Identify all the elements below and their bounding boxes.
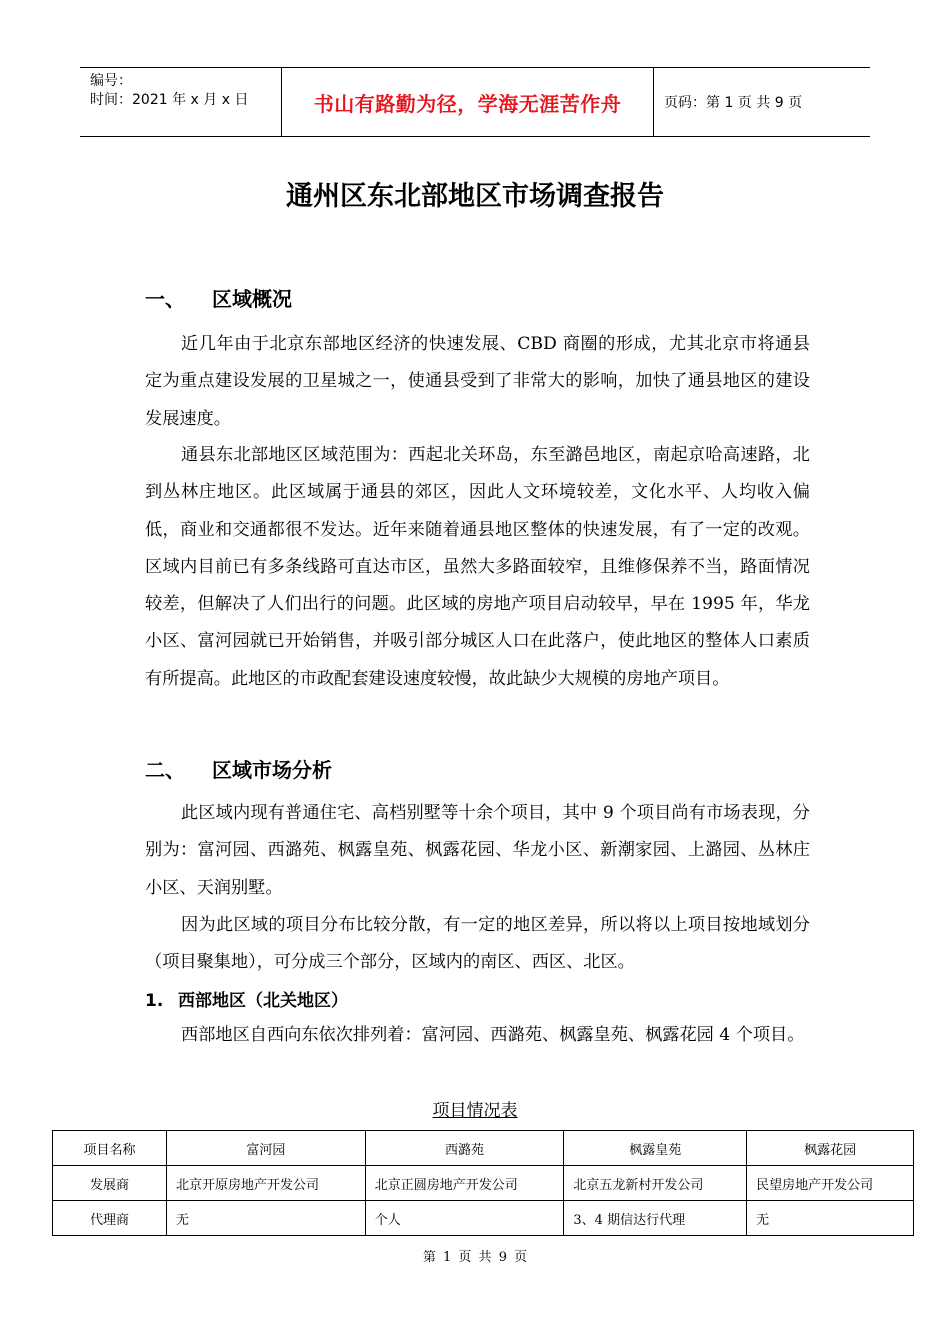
table-cell: 发展商: [53, 1166, 167, 1201]
document-number-label: 编号：: [90, 73, 132, 89]
header-page-number: 页码：第 1 页 共 9 页: [664, 95, 803, 111]
document-time-label: 时间：2021 年 x 月 x 日: [90, 92, 249, 108]
table-cell: 项目名称: [53, 1131, 167, 1166]
table-cell: 北京开原房地产开发公司: [167, 1166, 366, 1201]
project-table: [52, 1130, 914, 1236]
table-row: [53, 1166, 914, 1201]
header-motto: 书山有路勤为径，学海无涯苦作舟: [313, 91, 622, 116]
table-cell: 无: [167, 1201, 366, 1236]
paragraph: 因为此区域的项目分布比较分散，有一定的地区差异，所以将以上项目按地域划分（项目聚集地），可分成三个部分，区域内的南区、西区、北区。: [145, 915, 810, 973]
section-title: 区域概况: [212, 287, 292, 311]
table-cell: 北京正圆房地产开发公司: [365, 1166, 564, 1201]
section-number: 一、: [145, 287, 185, 311]
table-caption: 项目情况表: [432, 1101, 518, 1121]
header-motto-cell: [281, 68, 654, 136]
paragraph: 通县东北部地区区域范围为：西起北关环岛，东至潞邑地区，南起京哈高速路，北到丛林庄地区。此区域属于通县的郊区，因此人文环境较差，文化水平、人均收入偏低，商业和交通都很不发达。近年来随着通县地区整体的快速发展，有了一定的改观。区域内目前已有多条线路可直达市区，虽然大多路面较窄，且维修保养不当，路面情况较差，但解决了人们出行的问题。此区域的房地产项目启动较早，早在 1995 年，华龙小区、富河园就已开始销售，并吸引部分城区人口在此落户，使此地区的整体人口素质有所提高。此地区的市政配套建设速度较慢，故此缺少大规模的房地产项目。: [145, 445, 810, 689]
section-title: 区域市场分析: [212, 758, 332, 782]
table-cell: 代理商: [53, 1201, 167, 1236]
paragraph: 西部地区自西向东依次排列着：富河园、西潞苑、枫露皇苑、枫露花园 4 个项目。: [181, 1025, 805, 1045]
subsection-number: 1.: [145, 991, 164, 1011]
table-cell: 西潞苑: [365, 1131, 564, 1166]
section-heading-2: [145, 754, 332, 783]
section-number: 二、: [145, 758, 185, 782]
page-footer: 第 1 页 共 9 页: [422, 1250, 528, 1265]
table-cell: 富河园: [167, 1131, 366, 1166]
document-title: 通州区东北部地区市场调查报告: [286, 181, 664, 212]
table-cell: 民望房地产开发公司: [747, 1166, 914, 1201]
section-heading-1: [145, 283, 292, 312]
table-cell: 北京五龙新村开发公司: [564, 1166, 747, 1201]
table-header-row: [53, 1131, 914, 1166]
table-cell: 枫露花园: [747, 1131, 914, 1166]
header-meta: [90, 72, 248, 110]
paragraph: 此区域内现有普通住宅、高档别墅等十余个项目，其中 9 个项目尚有市场表现，分别为：富河园、西潞苑、枫露皇苑、枫露花园、华龙小区、新潮家园、上潞园、丛林庄小区、天润别墅。: [145, 803, 810, 898]
table-cell: 3、4 期信达行代理: [564, 1201, 747, 1236]
table-cell: 个人: [365, 1201, 564, 1236]
subsection-title: 西部地区（北关地区）: [178, 991, 348, 1011]
paragraph: 近几年由于北京东部地区经济的快速发展、CBD 商圈的形成，尤其北京市将通县定为重点建设发展的卫星城之一，使通县受到了非常大的影响，加快了通县地区的建设发展速度。: [145, 334, 810, 429]
table-cell: 枫露皇苑: [564, 1131, 747, 1166]
page-header: [80, 67, 870, 137]
table-row: [53, 1201, 914, 1236]
table-cell: 无: [747, 1201, 914, 1236]
subsection-heading: [145, 986, 348, 1011]
